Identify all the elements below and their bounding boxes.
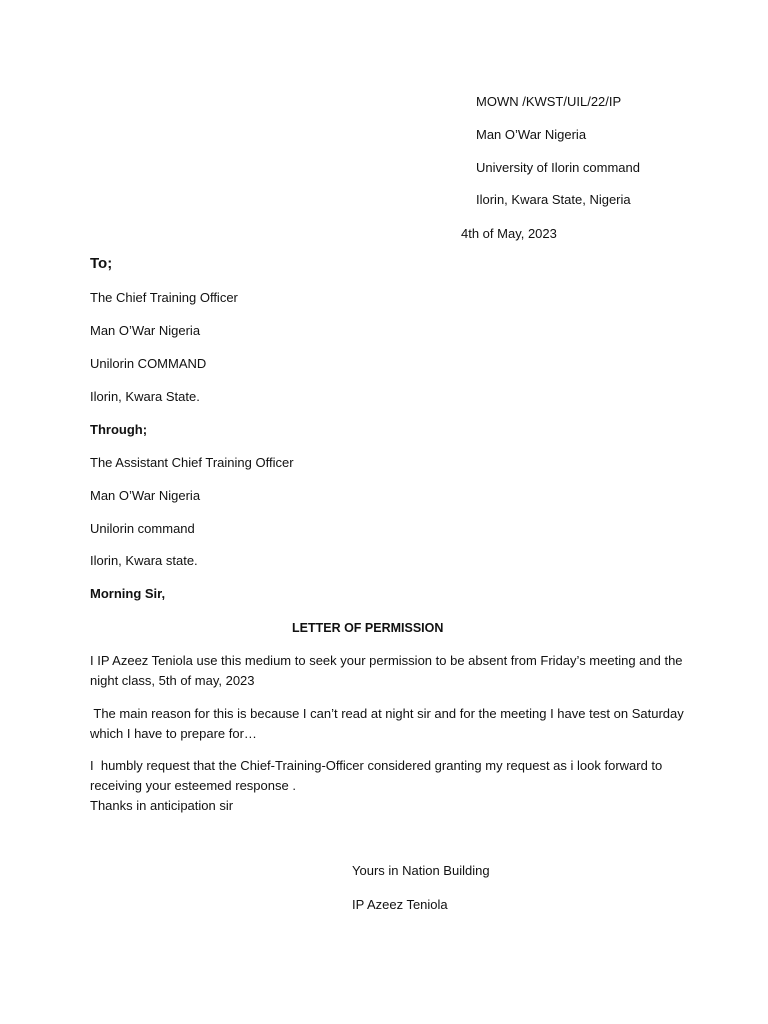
recipient-unit: Unilorin COMMAND xyxy=(90,356,207,371)
reference-number: MOWN /KWST/UIL/22/IP xyxy=(476,94,622,109)
body-line: receiving your esteemed response . xyxy=(90,778,296,793)
recipient-location: Ilorin, Kwara State. xyxy=(90,389,200,404)
body-line: which I have to prepare for… xyxy=(90,726,257,741)
body-paragraph-3 xyxy=(90,756,680,816)
through-title: The Assistant Chief Training Officer xyxy=(90,455,294,470)
signatory-name: IP Azeez Teniola xyxy=(352,897,448,912)
letter-subject: LETTER OF PERMISSION xyxy=(292,621,444,635)
recipient-title: The Chief Training Officer xyxy=(90,290,238,305)
recipient-organization: Man O’War Nigeria xyxy=(90,323,201,338)
sender-unit: University of Ilorin command xyxy=(476,160,640,175)
sender-location: Ilorin, Kwara State, Nigeria xyxy=(476,192,631,207)
through-unit: Unilorin command xyxy=(90,521,195,536)
through-heading: Through; xyxy=(90,422,148,437)
body-line: Thanks in anticipation sir xyxy=(90,798,234,813)
body-paragraph-1 xyxy=(90,651,683,691)
body-line: I humbly request that the Chief-Training-Officer considered granting my request as i look forward to xyxy=(90,758,663,773)
sender-organization: Man O’War Nigeria xyxy=(476,127,587,142)
to-heading: To; xyxy=(90,255,113,272)
salutation: Morning Sir, xyxy=(90,586,166,601)
body-line: I IP Azeez Teniola use this medium to seek your permission to be absent from Friday’s meeting and the xyxy=(90,653,683,668)
complimentary-close: Yours in Nation Building xyxy=(352,863,490,878)
through-organization: Man O’War Nigeria xyxy=(90,488,201,503)
through-location: Ilorin, Kwara state. xyxy=(90,553,198,568)
body-paragraph-2 xyxy=(90,704,684,744)
letter-date: 4th of May, 2023 xyxy=(461,226,557,241)
body-line: The main reason for this is because I can’t read at night sir and for the meeting I have test on Saturday xyxy=(90,706,684,721)
body-line: night class, 5th of may, 2023 xyxy=(90,673,255,688)
